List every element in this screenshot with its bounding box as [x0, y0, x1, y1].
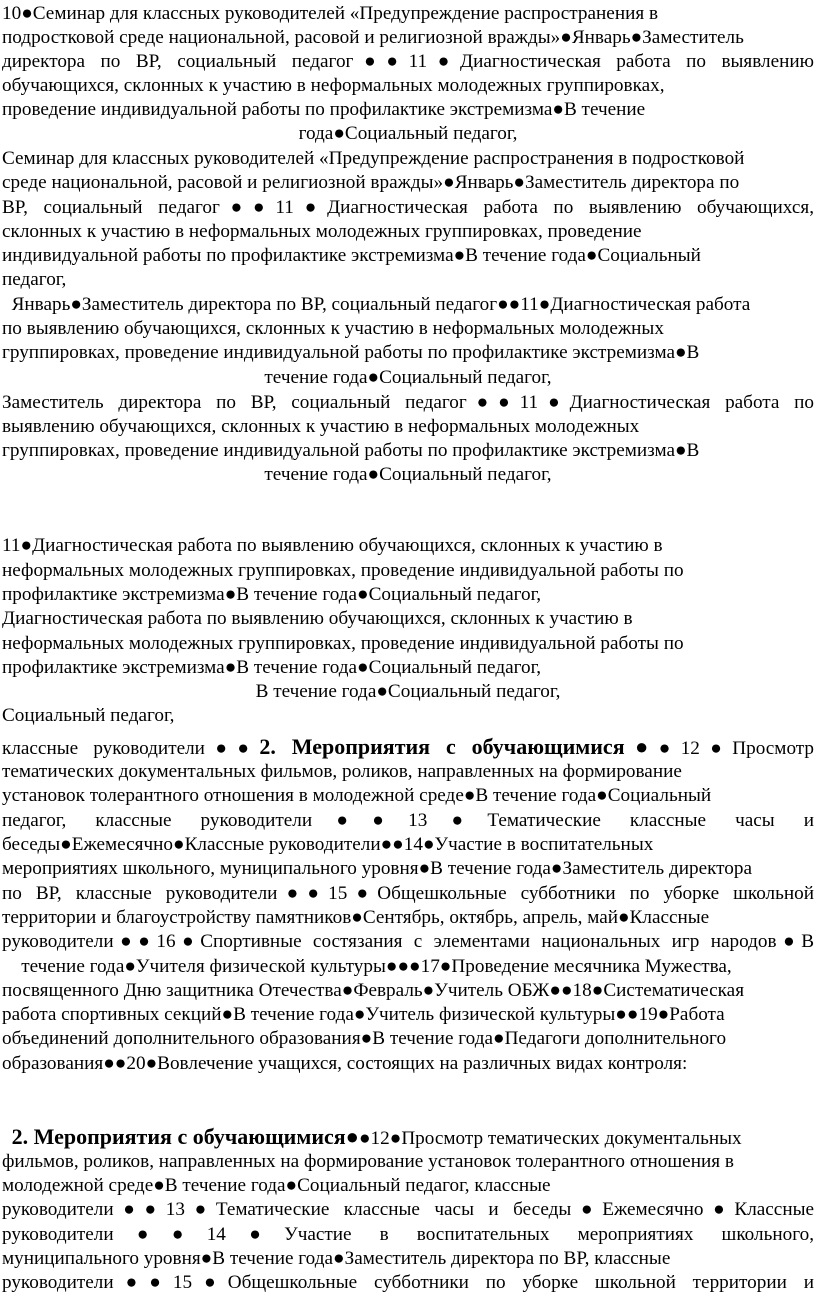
text-line: Январь●Заместитель директора по ВР, социальный педагог●●11●Диагностическая работа: [2, 294, 751, 315]
section-heading: 2. Мероприятия с обучающимися●: [11, 1124, 359, 1149]
text-line: директора по ВР, социальный педагог●●11●Диагностическая работа по выявлению: [2, 51, 814, 72]
text-line: индивидуальной работы по профилактике экстремизма●В течение года●Социальный: [2, 245, 701, 266]
text-line: проведение индивидуальной работы по профилактике экстремизма●В течение: [2, 99, 646, 120]
section-heading-line: 2. Мероприятия с обучающимися●●12●Просмотр тематических документальных: [11, 1124, 742, 1149]
text-line: образования●●20●Вовлечение учащихся, состоящих на различных видах контроля:: [2, 1053, 688, 1074]
text-line: ВР, социальный педагог●●11●Диагностическая работа по выявлению обучающихся,: [2, 197, 814, 218]
text-line: группировках, проведение индивидуальной работы по профилактике экстремизма●В: [2, 440, 700, 461]
text-line: профилактике экстремизма●В течение года●Социальный педагог,: [2, 657, 542, 678]
text-line: тематических документальных фильмов, роликов, направленных на формирование: [2, 761, 682, 782]
section-heading-line: классные руководители●●2. Мероприятия с обучающимися●●12●Просмотр: [2, 734, 815, 759]
text-line: Диагностическая работа по выявлению обучающихся, склонных к участию в: [2, 608, 633, 629]
text-line: группировках, проведение индивидуальной работы по профилактике экстремизма●В: [2, 342, 700, 363]
text-line: среде национальной, расовой и религиозной вражды»●Январь●Заместитель директора по: [2, 172, 740, 193]
text-line: мероприятиях школьного, муниципального уровня●В течение года●Заместитель директора: [2, 858, 752, 879]
text-line: Семинар для классных руководителей «Предупреждение распространения в подростковой: [2, 148, 745, 169]
text-line: года●Социальный педагог,: [298, 123, 518, 144]
text-line: выявлению обучающихся, склонных к участию в неформальных молодежных: [2, 416, 640, 437]
text-line: руководители●●15●Общешкольные субботники по уборке школьной территории и: [2, 1272, 814, 1293]
text-line: руководители●●14●Участие в воспитательных мероприятиях школьного,: [2, 1224, 814, 1245]
text-line: муниципального уровня●В течение года●Заместитель директора по ВР, классные: [2, 1248, 671, 1269]
text-line: беседы●Ежемесячно●Классные руководители●●14●Участие в воспитательных: [2, 834, 654, 855]
text-line: руководители●●13●Тематические классные часы и беседы●Ежемесячно●Классные: [2, 1199, 814, 1220]
text-line: работа спортивных секций●В течение года●Учитель физической культуры●●19●Работа: [2, 1004, 725, 1025]
text-line: подростковой среде национальной, расовой и религиозной вражды»●Январь●Заместитель: [2, 27, 744, 48]
text-line: В течение года●Социальный педагог,: [255, 681, 561, 702]
text-line: установок толерантного отношения в молодежной среде●В течение года●Социальный: [2, 785, 712, 806]
text-line: неформальных молодежных группировках, проведение индивидуальной работы по: [2, 560, 684, 581]
text-line: руководители●●16●Спортивные состязания с элементами национальных игр народов●В: [2, 931, 814, 952]
text-line: по выявлению обучающихся, склонных к участию в неформальных молодежных: [2, 318, 664, 339]
text-line: течение года●Учителя физической культуры●●●17●Проведение месячника Мужества,: [2, 956, 732, 977]
text-line: обучающихся, склонных к участию в неформальных молодежных группировках,: [2, 75, 665, 96]
text-line: педагог, классные руководители●●13●Тематические классные часы и: [2, 810, 814, 831]
text-line: педагог,: [2, 269, 67, 290]
text-line: посвященного Дню защитника Отечества●Февраль●Учитель ОБЖ●●18●Систематическая: [2, 980, 745, 1001]
text-line: Социальный педагог,: [2, 705, 175, 726]
text-line: фильмов, роликов, направленных на формирование установок толерантного отношения в: [2, 1151, 734, 1172]
section-heading: 2. Мероприятия с обучающимися●: [259, 734, 659, 759]
text-line: профилактике экстремизма●В течение года●Социальный педагог,: [2, 584, 542, 605]
text-line: 10●Семинар для классных руководителей «Предупреждение распространения в: [2, 3, 659, 24]
text-line: склонных к участию в неформальных молодежных группировках, проведение: [2, 221, 642, 242]
text-line: объединений дополнительного образования●В течение года●Педагоги дополнительного: [2, 1028, 727, 1049]
text-line: молодежной среде●В течение года●Социальный педагог, классные: [2, 1175, 551, 1196]
text-line: неформальных молодежных группировках, проведение индивидуальной работы по: [2, 633, 684, 654]
text-line: по ВР, классные руководители●●15●Общешкольные субботники по уборке школьной: [2, 883, 814, 904]
text-line: 11●Диагностическая работа по выявлению обучающихся, склонных к участию в: [2, 535, 663, 556]
text-line: территории и благоустройству памятников●Сентябрь, октябрь, апрель, май●Классные: [2, 907, 710, 928]
text-line: течение года●Социальный педагог,: [264, 367, 552, 388]
text-line: Заместитель директора по ВР, социальный педагог●●11●Диагностическая работа по: [2, 392, 814, 413]
text-line: течение года●Социальный педагог,: [264, 464, 552, 485]
